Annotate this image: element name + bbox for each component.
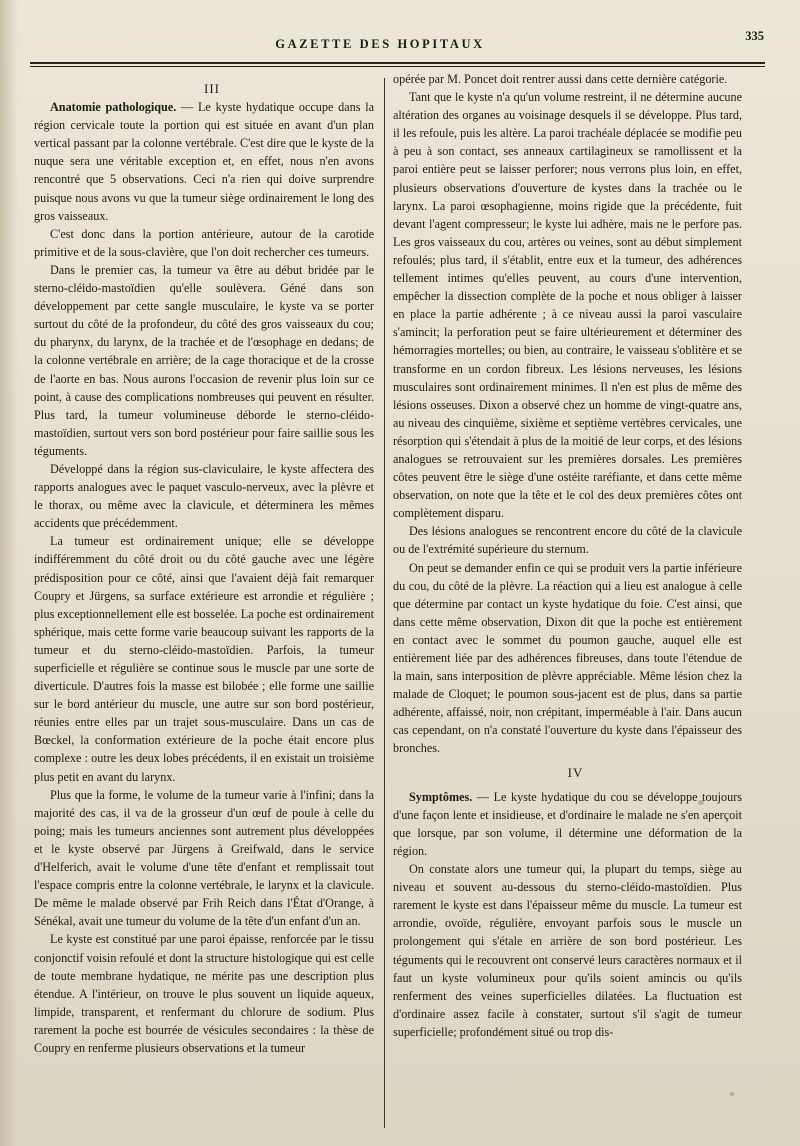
section-heading: Anatomie pathologique. [50, 100, 177, 115]
paragraph-text: — Le kyste hydatique du cou se développe toujours d'une façon lente et insidieuse, et d'ordinaire le malade ne s'en aperçoit que lorsque, par son volume, il détermine une déformation de la région. [393, 789, 743, 858]
paragraph: On peut se demander enfin ce qui se produit vers la partie inférieure du cou, du côté de la plèvre. La réaction qui a lieu est analogue à celle que détermine par contact un kyste hydatique du foie. C'est ainsi, que dans cette même observation, Dixon dit que la poche est entièrement en contact avec le sommet du poumon gauche, auquel elle est entièrement liée par des adhérences fibreuses, dans toute l'étendue de la main, sans interposition de plèvre appréciable. Même lésion chez la malade de Cloquet; le poumon sous-jacent est de plus, dans sa partie adhérente, affaissé, noir, non crépitant, imperméable à l'air. Dans aucun cas cependant, on n'a constaté l'ouverture du kyste dans l'épaisseur des bronches. [393, 560, 742, 756]
paragraph [34, 98, 374, 225]
paragraph [393, 788, 742, 860]
section-numeral-iv: IV [567, 764, 584, 780]
column-divider [384, 78, 385, 1128]
paragraph: Tant que le kyste n'a qu'un volume restreint, il ne détermine aucune altération des organes au voisinage desquels il se développe. Plus tard, il les refoule, puis les altère. La paroi trachéale déplacée se modifie peu à peu à son contact, ses anneaux cartilagineux se ramollissent et la paroi entière peut se laisser perforer; nous verrons plus loin, en effet, plusieurs observations d'ouverture de kystes dans la trachée ou le larynx. La paroi œsophagienne, moins rigide que la précédente, fuit devant l'agent compresseur; le kyste lui adhère, mais ne le perfore pas. Les gros vaisseaux du cou, artères ou veines, sont au début simplement refoulés; plus tard, il s'établit, entre eux et la tumeur, des adhérences tellement intimes qu'elles peuvent, au cours d'une intervention, empêcher la dissection complète de la poche et nous obliger à laisser en place la partie adhérente ; à ce niveau aussi la paroi vasculaire s'amincit; la perforation peut se faire ultérieurement et déterminer des hémorragies mortelles; ou bien, au contraire, le vaisseau s'oblitère et se transforme en un cordon fibreux. Les lésions nerveuses, les lésions musculaires sont ordinairement minimes. Il n'en est plus de même des lésions osseuses. Dixon a observé chez un homme de vingt-quatre ans, au niveau des cinquième, sixième et septième vertèbres cervicales, une résorption qui s'étendait à plus de la moitié de leur corps, et des lésions analogues se retrouvaient sur les premières dorsales. Les premières côtes peuvent être le siège d'une ostéite raréfiante, et dans cette même observation, on note que la tête et le col des deux premières côtes ont complètement disparu. [393, 90, 742, 521]
section-heading: Symptômes. [409, 789, 473, 804]
header-rule-thin [30, 66, 765, 67]
paragraph: Des lésions analogues se rencontrent encore du côté de la clavicule ou de l'extrémité supérieure du sternum. [393, 524, 742, 557]
right-column [393, 70, 742, 1041]
paragraph: Le kyste est constitué par une paroi épaisse, renforcée par le tissu conjonctif voisin refoulé et dont la structure histologique qui est celle de toute membrane hydatique, ne mérite pas une description plus étendue. A l'intérieur, on trouve le plus souvent un liquide aqueux, limpide, transparent, et renfermant du chlorure de sodium. Plus rarement la poche est bourrée de vésicules secondaires : la thèse de Coupry en renferme plusieurs observations et la tumeur [34, 932, 374, 1055]
ink-spot [730, 1092, 734, 1096]
running-header: GAZETTE DES HOPITAUX [275, 37, 485, 51]
page-number: 335 [745, 29, 764, 43]
paragraph: Dans le premier cas, la tumeur va être au début bridée par le sterno-cléido-mastoïdien qu'elle soulèvera. Géné dans son développement par cette sangle musculaire, le kyste va se porter surtout du côté de la profondeur, du côté des gros vaisseaux du cou; du pharynx, du larynx, de la trachée et de l'œsophage en dedans; de la colonne vertébrale en arrière; de la cage thoracique et de la crosse de l'aorte en bas. Nous aurons l'occasion de revenir plus loin sur ce point, à cause des complications nombreuses qui peuvent en résulter. Plus tard, la tumeur volumineuse déborde le sterno-cléido-mastoïdien, surtout vers son bord postérieur pour faire saillie sous les téguments. [34, 262, 374, 458]
paragraph-text: — Le kyste hydatique occupe dans la région cervicale toute la portion qui est située en avant d'un plan vertical passant par la colonne vertébrale. C'est dire que le kyste de la nuque sera une véritable exception et, en effet, nous n'en avons rencontré que 5 observations. Ceci n'a rien qui doive surprendre puisque nous avons vu que la tumeur siège ordinairement le long des gros vaisseaux. [34, 100, 374, 223]
header-rule [30, 62, 765, 64]
left-column [34, 80, 374, 1057]
paragraph: La tumeur est ordinairement unique; elle se développe indifféremment du côté droit ou du côté gauche avec une légère prédisposition pour ce côté, ainsi que l'avaient déjà fait remarquer Coupry et Jürgens, sa surface extérieure est arrondie et régulière ; plus exceptionnellement elle est bosselée. La poche est ordinairement sphérique, mais cette forme varie beaucoup suivant les rapports de la tumeur et du sterno-cléido-mastoïdien. Parfois, la tumeur superficielle et régulière se continue sous le muscle par une sorte de diverticule. D'autres fois la masse est bilobée ; elle forme une saillie sur le bord antérieur du muscle, une autre sur son bord postérieur, réunies entre elles par un trajet sous-musculaire. Dans un cas de Bœckel, la conformation extérieure de la poche était encore plus complexe : outre les deux lobes précédents, il en existait un troisième plus petit en avant du larynx. [34, 534, 374, 784]
page-edge-shadow [0, 0, 18, 1146]
paragraph: Développé dans la région sus-claviculaire, le kyste affectera des rapports analogues avec le paquet vasculo-nerveux, avec la plèvre et le thorax, ou même avec la clavicule, et déterminera les mêmes accidents que précédemment. [34, 461, 374, 531]
paragraph: Plus que la forme, le volume de la tumeur varie à l'infini; dans la majorité des cas, il va de la grosseur d'un œuf de poule à celle du poing; mais les tumeurs anciennes sont autrement plus développées et le kyste observé par Jürgens à Greifwald, dans le service d'Helferich, avait le volume d'une tête d'enfant et remplissait tout l'espace compris entre la colonne vertébrale, le larynx et la clavicule. De même le malade observé par Frih Reich dans l'État d'Orange, à Sénékal, avait une tumeur du volume de la tête d'un enfant d'un an. [34, 787, 374, 929]
paragraph: On constate alors une tumeur qui, la plupart du temps, siège au niveau et souvent au-dessous du sterno-cléido-mastoïdien. Plus rarement le kyste est dans l'épaisseur même du muscle. La tumeur est arrondie, ovoïde, régulière, envoyant parfois sous le muscle un prolongement qui s'étale en arrière de son bord postérieur. Les téguments qui le recouvrent ont conservé leurs caractères normaux et il faut un kyste volumineux pour qu'ils soient amincis ou qu'ils renferment des veines superficielles dilatées. La fluctuation est d'ordinaire assez facile à constater, surtout s'il s'agit de tumeur superficielle; profondément situé ou trop dis- [393, 862, 742, 1039]
paragraph-continued: opérée par M. Poncet doit rentrer aussi dans cette dernière catégorie. [393, 72, 728, 86]
section-numeral-iii: III [204, 81, 220, 96]
ink-spot [698, 800, 704, 805]
paragraph: C'est donc dans la portion antérieure, autour de la carotide primitive et de la sous-clavière, que l'on doit rechercher ces tumeurs. [34, 226, 374, 259]
